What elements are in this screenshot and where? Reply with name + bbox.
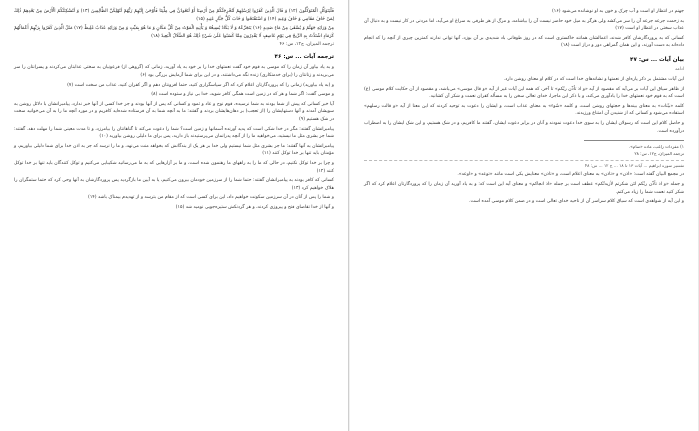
footnote-divider (584, 140, 684, 141)
right-page (349, 0, 698, 431)
commentary-paragraph: و این آیه از شواهدی است که سیاق کلام سراسر آن از ناحیه خدای تعالی است و در ضمن کلام موسی آمده است. (468, 199, 684, 205)
translation-paragraph: جهنم در انتظار او است و آب چرک و خون به او نوشانده می‌شود (۱۶) (552, 9, 684, 14)
section-heading: ترجمه آیات ... س: ۴۶ (274, 54, 334, 61)
commentary-paragraph: در مجمع البیان گفته است: «اذن» و «تاذن» به معنای اعلام است، و «تاذن» معنایش یکی است مانند «توعد» و «اوعد». (457, 172, 684, 178)
arabic-verses-1: فَلْيَتَوَكَّلِ الْمُتَوَكِّلُونَ (۱۲) وَ قَالَ الَّذِينَ كَفَرُوا لِرُسُلِهِمْ لَنُخْرِجَنَّكُمْ مِنْ أَرْضِنَا أَوْ لَتَعُودُنَّ فِي مِلَّتِنَا فَأَوْحَىٰ إِلَيْهِمْ رَبُّهُمْ لَنُهْلِكَنَّ الظَّالِمِينَ (۱۳) وَ لَنُسْكِنَنَّكُمُ الْأَرْضَ مِنْ بَعْدِهِمْ ذَٰلِكَ لِمَنْ خَافَ مَقَامِي وَ خَافَ وَعِيدِ (۱۴) وَ اسْتَفْتَحُوا وَ خَابَ كُلُّ جَبَّارٍ عَنِيدٍ (۱۵) (14, 9, 334, 22)
commentary-paragraph: و حاصل کلام این است که رسولان ایشان را به سوی خدا دعوت نمودند و آنان در برابر دعوت ایشان، گفتند ما کافریم، و در شک هستیم، و این شک ایشان را به اضطراب درآورده است. (364, 120, 684, 134)
commentary-paragraph: از ظاهر سیاق این آیات بر می‌آید که مقصود از آیه «و اذ تأذّن ربّکم» تا آخر، که همه این آیات غیر از آیه «و قال موسی» می‌باشد، و مقصود از آن حکایت کلام موسی (ع) است که به قوم خود نعمتهای خدا را یادآوری می‌کند، و با ذکر این ماجرا، خدای تعالی سخن را به مسأله کفران نعمت و شکر آن کشانید. (364, 86, 684, 100)
translation-paragraph: کسانی که به پروردگارشان کافر شدند، اعمالشان همانند خاکستری است که در روز طوفانی باد شدیدی بر آن بوزد، آنها توانی ندارند کمترین چیزی از آنچه را که انجام داده‌اند به دست آورند، و این همان گمراهی دور و دراز است (۱۸) (364, 35, 684, 49)
translation-paragraph: و (به یاد بیاورید) زمانی را که پروردگارتان اعلام کرد که اگر سپاسگزاری کنید، حتما افزونتان دهم و اگر کفران کنید، عذاب من سخت است (۷) (67, 82, 334, 88)
translation-paragraph: به زحمت جرعه جرعه آن را سر می‌کشد ولی هرگز به میل خود حاضر نیست آن را بیاشامد، و مرگ از هر طرفی به سراغ او می‌آید، اما مردنی در کار نیست و به دنبال آن عذاب سختی در انتظار او است (۱۷) (363, 18, 684, 32)
translation-paragraph: و به یاد بیاور آن زمان را که موسی به قوم خود گفت نعمتهای خدا را بر خود به یاد آورید، زمانی که (گروهی از) فرعونیان به سختی عذابتان می‌کردند و پسرانتان را سر می‌بریدند و زنانتان را (برای خدمتکاری) زنده نگه می‌داشتند، و در این برای شما آزمایش بزرگی بود (۶) (14, 65, 334, 78)
translation-paragraph: و آنها از خدا تقاضای فتح و پیروزی کردند، و هر گردنکش ستیزه‌جویی نومید شد (۱۵) (175, 204, 334, 210)
reference-top: ترجمه المیزان، ج۱۲، س: ۴۶ (279, 42, 334, 48)
commentary-paragraph: و جمله «و اذ تأذّن ربّکم لئن شکرتم لأزیدنّکم» عطف است بر جمله «اذ انجاکم» و معنای آیه این است که: و به یاد آورید آن زمان را که پروردگارتان اعلام کرد که اگر شکر کنید نعمت شما را زیاد می‌کنم. (364, 181, 684, 195)
section-separator: تفسیر سوره ابراهیم ... آیات ۱۳ تا ۱۸ ... ج ۱۲ ... س: ۴۸ (364, 160, 684, 168)
translation-paragraph: و موسی گفت: اگر شما و هر که در زمین است همگی کافر شوید، خدا بی نیاز و ستوده است (۸) (151, 92, 334, 98)
footnote: ترجمه المیزان، ج۱۲، س: ۲۸ (634, 150, 684, 156)
left-page (0, 0, 349, 431)
translation-paragraph: و چرا بر خدا توکل نکنیم، در حالی که ما را به راههای ما رهنمون شده است، و ما بر آزارهایی که به ما می‌رسانید شکیبایی می‌کنیم و توکل کنندگان باید تنها بر خدا توکل کنند (۱۲) (14, 160, 334, 174)
commentary-paragraph: کلمه «بیّنات» به معنای بینه‌ها و حجتهای روشن است، و کلمه «سُوء» به معنای عذاب است، و ایشان را دعوت به توحید کردند که این معنا از آیه «و قالت رسلهم» استفاده می‌شود و کسانی که از شنیدن آن امتناع ورزیدند. (364, 103, 684, 117)
translation-paragraph: پیامبرانشان گفتند: مگر در خدا شکی است که پدید آورنده آسمانها و زمین است؟ شما را دعوت می‌کند تا گناهانتان را بیامرزد، و تا مدت معینی شما را مهلت دهد. گفتند: شما جز بشری مثل ما نیستید، می‌خواهید ما را از آنچه پدرانمان می‌پرستیدند باز دارید، پس برای ما دلیلی روشن بیاورید (۱۰) (14, 126, 334, 140)
section-heading: بیان آیات ... س: ۴۷ (630, 56, 684, 63)
arabic-verses-2: مِنْ وَرَائِهِ جَهَنَّمُ وَ يُسْقَىٰ مِنْ مَاءٍ صَدِيدٍ (۱۶) يَتَجَرَّعُهُ وَ لَا يَكَادُ يُسِيغُهُ وَ يَأْتِيهِ الْمَوْتُ مِنْ كُلِّ مَكَانٍ وَ مَا هُوَ بِمَيِّتٍ وَ مِنْ وَرَائِهِ عَذَابٌ غَلِيظٌ (۱۷) مَثَلُ الَّذِينَ كَفَرُوا بِرَبِّهِمْ أَعْمَالُهُمْ كَرَمَادٍ اشْتَدَّتْ بِهِ الرِّيحُ فِي يَوْمٍ عَاصِفٍ لَا يَقْدِرُونَ مِمَّا كَسَبُوا عَلَىٰ شَيْءٍ ذَٰلِكَ هُوَ الضَّلَالُ الْبَعِيدُ (۱۸) (14, 26, 334, 39)
translation-paragraph: آیا خبر کسانی که پیش از شما بودند به شما نرسیده، قوم نوح و عاد و ثمود و کسانی که پس از آنها بودند و جز خدا کسی از آنها خبر ندارد، پیامبرانشان با دلائل روشن به سویشان آمدند و آنها دستهایشان را (از تعجب) بر دهان‌هایشان بردند و گفتند: ما به آنچه شما به آن فرستاده شده‌اید کافریم و در مورد آنچه ما را به آن می‌خوانید سخت در شک هستیم (۹) (14, 101, 334, 122)
commentary-paragraph: این آیات مشتمل بر ذکر پاره‌ای از نعمتها و نشانه‌های خدا است که در کلام او معنای روشن دارد. (503, 76, 684, 82)
footnote: ۱) مفردات راغب، ماده «سام». (628, 144, 684, 150)
section-subheading: ادامه (675, 66, 684, 72)
translation-paragraph: پیامبرانشان به آنها گفتند: ما جز بشری مثل شما نیستیم ولی خدا بر هر یک از بندگانش که بخواهد منت می‌نهد، و ما را نرسد که جز به اذن خدا برای شما دلیلی بیاوریم، و مؤمنان باید تنها بر خدا توکل کنند (۱۱) (14, 143, 334, 157)
translation-paragraph: کسانی که کافر بودند به پیامبرانشان گفتند: حتما شما را از سرزمین خودمان بیرون می‌کنیم، یا به آیین ما بازگردید پس پروردگارشان به آنها وحی کرد که حتما ستمگران را هلاک خواهیم کرد (۱۳) (14, 178, 334, 191)
translation-paragraph: و شما را پس از آنان در آن سرزمین سکونت خواهیم داد، این برای کسی است که از مقام من بترسد و از تهدیدم بیمناک باشد (۱۴) (88, 195, 334, 201)
